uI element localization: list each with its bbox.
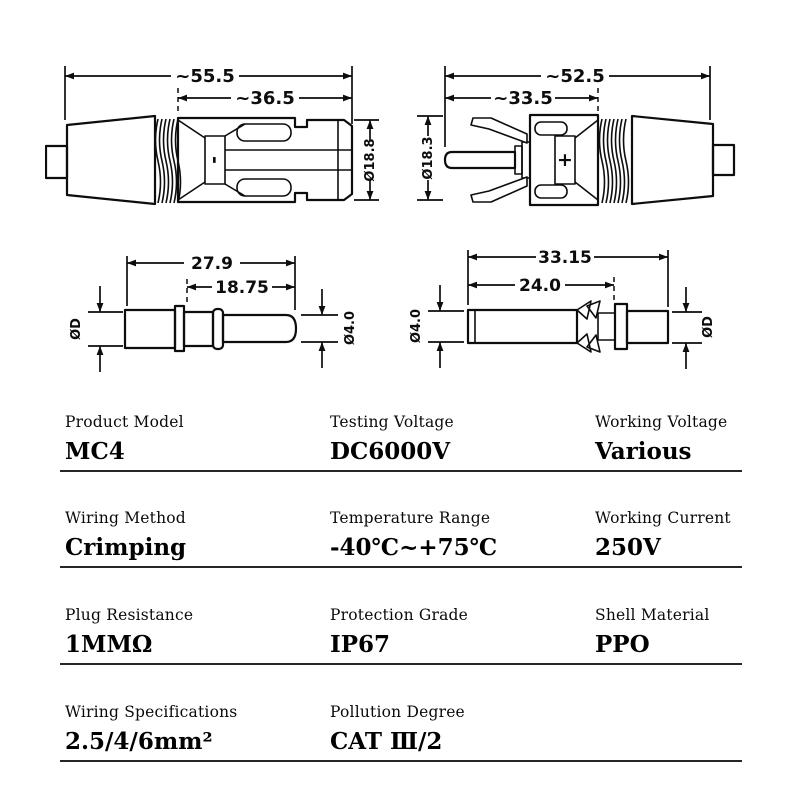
gland-nut-cone — [632, 116, 713, 204]
spec-cell — [60, 508, 325, 566]
spec-cell — [325, 605, 590, 663]
bead-ring — [213, 309, 223, 349]
dim-label-overall: 27.9 — [191, 254, 233, 274]
spec-row — [60, 498, 742, 568]
dimension-front-length — [468, 276, 614, 303]
spec-value: Various — [595, 438, 692, 465]
crimp-barrel — [125, 310, 175, 348]
contact-pin — [445, 152, 515, 168]
dimension-tip-diameter — [301, 289, 358, 368]
spec-label: Wiring Specifications — [65, 703, 238, 721]
dim-label-wire-diameter: ØD — [701, 316, 716, 338]
socket-tube — [468, 310, 577, 343]
spec-label: Shell Material — [595, 606, 710, 624]
spec-row — [60, 402, 742, 472]
dim-label-pin: 18.75 — [215, 278, 269, 298]
spec-cell — [590, 702, 742, 760]
threads — [600, 119, 629, 203]
dim-label-diameter: Ø18.8 — [363, 138, 378, 182]
spec-value: Crimping — [65, 534, 187, 561]
dimension-wire-diameter — [69, 286, 123, 372]
spec-value: MC4 — [65, 438, 125, 465]
dimension-body-length — [445, 88, 598, 118]
female-connector-drawing — [45, 50, 405, 245]
spec-label: Temperature Range — [330, 509, 491, 527]
polarity-minus-mark: - — [204, 156, 226, 164]
pin-collar — [515, 142, 530, 178]
spec-label: Protection Grade — [330, 606, 469, 624]
dimension-overall-length — [445, 66, 710, 147]
spec-value: IP67 — [330, 631, 391, 658]
spec-value: 250V — [595, 534, 661, 561]
flange-ring — [175, 306, 184, 351]
dimension-overall-length — [65, 66, 352, 124]
cable-stub — [713, 145, 734, 175]
latch-arms — [471, 118, 527, 202]
spec-cell — [60, 605, 325, 663]
gland-nut-cone — [67, 116, 155, 204]
spec-cell — [590, 605, 742, 663]
dim-label-tip-diameter: Ø4.0 — [343, 310, 358, 346]
spec-label: Product Model — [65, 413, 184, 431]
spec-cell — [325, 412, 590, 470]
dim-label-diameter: Ø18.3 — [421, 136, 436, 180]
dimension-diameter — [417, 116, 443, 200]
dim-label-overall: 33.15 — [538, 248, 592, 268]
spec-value: 2.5/4/6mm² — [65, 728, 213, 755]
spec-label: Plug Resistance — [65, 606, 194, 624]
spec-label: Testing Voltage — [330, 413, 454, 431]
dimension-wire-diameter — [672, 287, 716, 369]
crimp-barrel — [627, 311, 668, 343]
cable-stub — [46, 146, 67, 178]
spec-label: Working Current — [595, 509, 731, 527]
spring-fingers — [577, 301, 600, 352]
spec-value: CAT Ⅲ/2 — [330, 728, 443, 755]
dim-label-front: 24.0 — [519, 276, 561, 296]
spec-cell — [325, 508, 590, 566]
spec-value: PPO — [595, 631, 650, 658]
spec-label: Wiring Method — [65, 509, 186, 527]
spec-cell — [590, 412, 742, 470]
spec-value: DC6000V — [330, 438, 451, 465]
spec-value: -40℃~+75℃ — [330, 534, 498, 561]
neck — [598, 313, 615, 340]
mid-section — [184, 312, 213, 346]
dim-label-body: ~36.5 — [235, 88, 295, 109]
spec-value: 1MMΩ — [65, 631, 153, 658]
dim-label-overall: ~55.5 — [175, 66, 235, 87]
dimension-body-length — [178, 88, 352, 112]
dimension-pin-length — [187, 278, 295, 305]
dim-label-tip-diameter: Ø4.0 — [409, 308, 424, 344]
spec-label: Working Voltage — [595, 413, 728, 431]
male-connector-drawing — [415, 50, 765, 245]
polarity-plus-mark: + — [557, 149, 573, 171]
dimension-diameter — [354, 120, 379, 200]
female-pin-drawing — [400, 245, 720, 390]
spec-row — [60, 595, 742, 665]
dim-label-wire-diameter: ØD — [69, 318, 84, 340]
pin-shaft — [223, 315, 296, 342]
dimension-tip-diameter — [409, 285, 464, 368]
spec-cell — [590, 508, 742, 566]
dimension-overall-length — [127, 254, 295, 310]
dim-label-body: ~33.5 — [493, 88, 553, 109]
dimension-overall-length — [468, 248, 668, 307]
spec-row — [60, 692, 742, 762]
collar-ring — [615, 304, 627, 349]
spec-label: Pollution Degree — [330, 703, 465, 721]
threads — [156, 119, 181, 203]
dim-label-overall: ~52.5 — [545, 66, 605, 87]
spec-cell — [60, 702, 325, 760]
male-pin-drawing — [60, 250, 380, 390]
spec-cell — [325, 702, 590, 760]
spec-cell — [60, 412, 325, 470]
